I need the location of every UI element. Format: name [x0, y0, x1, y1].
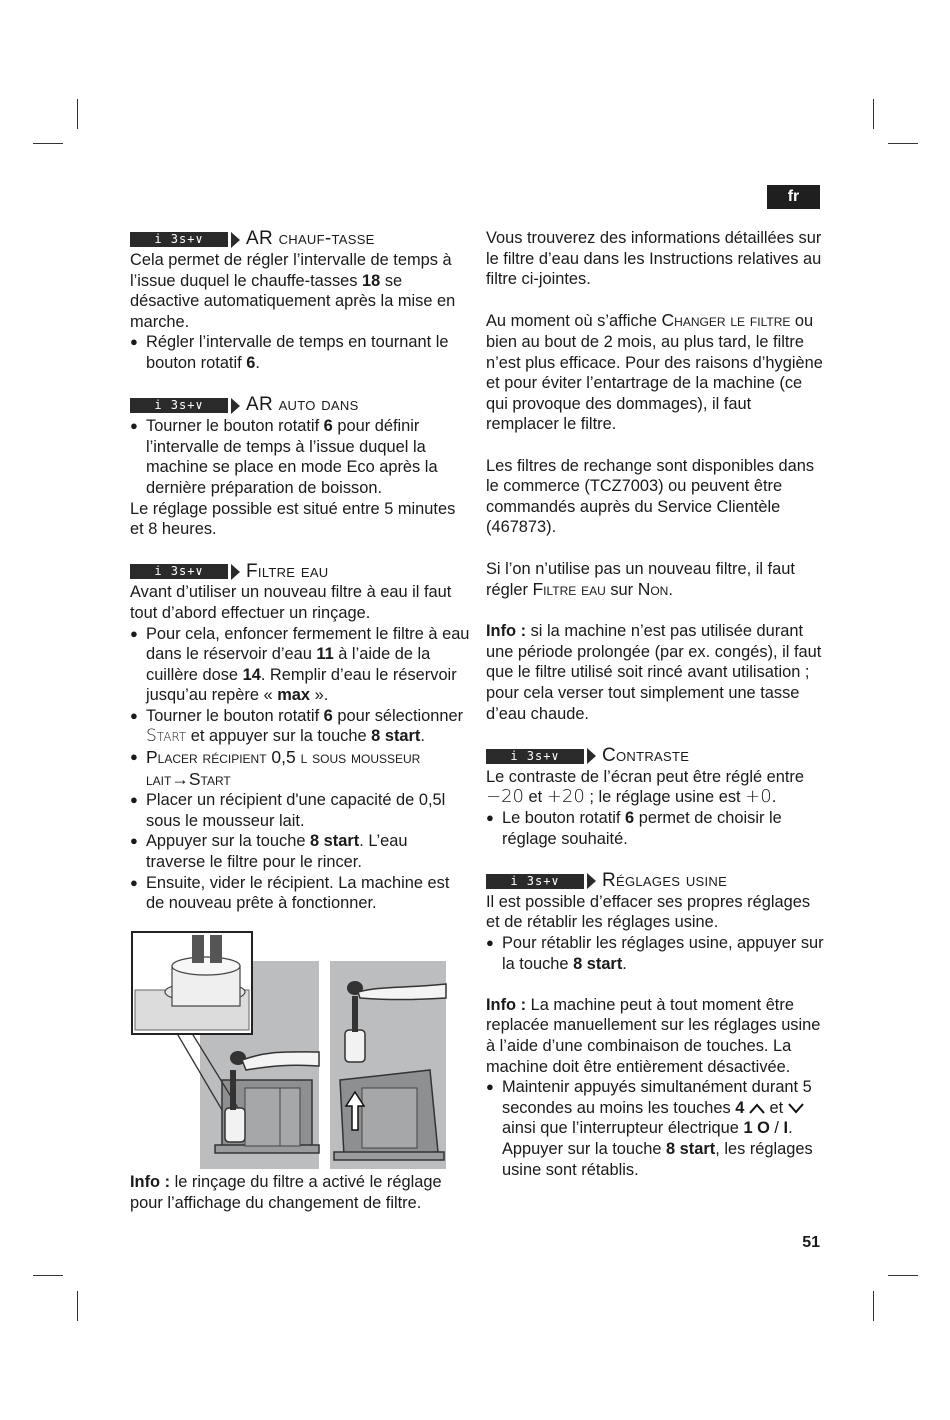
paragraph: Le réglage possible est situé entre 5 minutes et 8 heures.: [130, 499, 456, 539]
left-column: [130, 228, 470, 914]
crop-mark: [33, 143, 63, 144]
paragraph: Vous trouverez des informations détaillées sur le filtre d’eau dans les Instructions relatives au filtre ci-jointes.: [486, 229, 822, 289]
language-tab: fr: [767, 185, 820, 209]
list-item: ● Tourner le bouton rotatif 6 pour sélectionner Start et appuyer sur la touche 8 start.: [130, 706, 470, 747]
paragraph: Le contraste de l’écran peut être réglé entre −20 et +20 ; le réglage usine est +0.: [486, 767, 804, 808]
page-number: 51: [802, 1234, 820, 1251]
bullet-list: [486, 933, 826, 974]
list-item: ● Pour cela, enfoncer fermement le filtre à eau dans le réservoir d’eau 11 à l’aide de la cuillère dose 14. Remplir d’eau le réservoir jusqu’au repère « max ».: [130, 624, 470, 706]
arrow-right-icon: [587, 748, 596, 764]
crop-mark: [873, 1291, 874, 1321]
paragraph: Les filtres de rechange sont disponibles dans le commerce (TCZ7003) ou peuvent être commandés auprès du Service Clientèle (467873).: [486, 456, 815, 537]
crop-mark: [888, 1275, 918, 1276]
menu-key-badge: i 3s+∨: [486, 874, 584, 889]
section-heading: [130, 561, 470, 582]
section-title: Filtre eau: [246, 560, 329, 582]
figure-caption: Info : le rinçage du filtre a activé le réglage pour l’affichage du changement de filtre.: [130, 1173, 442, 1212]
bullet-list: [486, 1077, 826, 1180]
list-item: ● Régler l’intervalle de temps en tournant le bouton rotatif 6.: [130, 332, 470, 373]
bullet-list: [130, 624, 470, 914]
arrow-right-icon: [231, 564, 240, 580]
filter-rinse-illustration: [130, 930, 450, 1170]
list-item: ● Ensuite, vider le récipient. La machine est de nouveau prête à fonctionner.: [130, 873, 470, 914]
menu-key-badge: i 3s+∨: [130, 564, 228, 579]
arrow-right-icon: [587, 873, 596, 889]
arrow-right-icon: [231, 232, 240, 248]
info-note: Info : si la machine n’est pas utilisée durant une période prolongée (par ex. congés), il faut que le filtre utilisé soit rincé avant utilisation ; pour cela verser tout simplement une tasse d’eau chaude.: [486, 622, 822, 723]
section-heading: [486, 746, 826, 767]
paragraph: Si l’on n’utilise pas un nouveau filtre, il faut régler Filtre eau sur Non.: [486, 559, 795, 600]
bullet-list: [130, 416, 470, 498]
bullet-list: [130, 332, 470, 373]
crop-mark: [33, 1275, 63, 1276]
section-title: AR auto dans: [246, 394, 359, 416]
list-item: ● Pour rétablir les réglages usine, appuyer sur la touche 8 start.: [486, 933, 826, 974]
list-item: ● Tourner le bouton rotatif 6 pour définir l’intervalle de temps à l’issue duquel la machine se place en mode Eco après la dernière préparation de boisson.: [130, 416, 470, 498]
list-item: ● Le bouton rotatif 6 permet de choisir le réglage souhaité.: [486, 808, 826, 849]
right-column: [486, 228, 826, 1180]
menu-key-badge: i 3s+∨: [130, 398, 228, 413]
chevron-up-icon: [749, 1103, 765, 1114]
list-item: ● Appuyer sur la touche 8 start. L’eau traverse le filtre pour le rincer.: [130, 831, 470, 872]
section-title: Réglages usine: [602, 870, 728, 892]
section-title: Contraste: [602, 745, 690, 767]
paragraph: Cela permet de régler l’intervalle de temps à l’issue duquel le chauffe-tasses 18 se désactive automatiquement après la mise en marche.: [130, 251, 456, 331]
list-item: ● Maintenir appuyés simultanément durant 5 secondes au moins les touches 4 et ainsi que l’interrupteur électrique 1 O / I. Appuyer sur la touche 8 start, les réglages usine sont rétablis.: [486, 1077, 826, 1180]
list-item: ● Placer un récipient d'une capacité de 0,5l sous le mousseur lait.: [130, 790, 470, 831]
chevron-down-icon: [788, 1103, 804, 1114]
paragraph: Avant d’utiliser un nouveau filtre à eau il faut tout d’abord effectuer un rinçage.: [130, 583, 452, 622]
arrow-right-icon: [231, 398, 240, 414]
section-heading: [130, 395, 470, 416]
list-item: ● Placer récipient 0,5 l sous mousseur lait→Start: [130, 747, 470, 790]
menu-key-badge: i 3s+∨: [130, 232, 228, 247]
section-title: AR chauf-tasse: [246, 228, 375, 250]
bullet-list: [486, 808, 826, 849]
info-note: Info : La machine peut à tout moment être replacée manuellement sur les réglages usine à l’aide d’une combinaison de touches. La machine doit être entièrement désactivée.: [486, 995, 821, 1076]
paragraph: Au moment où s’affiche Changer le filtre ou bien au bout de 2 mois, au plus tard, le filtre n’est plus efficace. Pour des raisons d’hygiène et pour éviter l’entartrage de la machine (ce qui provoque des dommages), il faut remplacer le filtre.: [486, 310, 823, 434]
crop-mark: [77, 99, 78, 129]
crop-mark: [77, 1291, 78, 1321]
menu-key-badge: i 3s+∨: [486, 749, 584, 764]
paragraph: Il est possible d’effacer ses propres réglages et de rétablir les réglages usine.: [486, 892, 811, 932]
crop-mark: [873, 99, 874, 129]
section-heading: [130, 229, 470, 250]
section-heading: [486, 871, 826, 892]
crop-mark: [888, 143, 918, 144]
